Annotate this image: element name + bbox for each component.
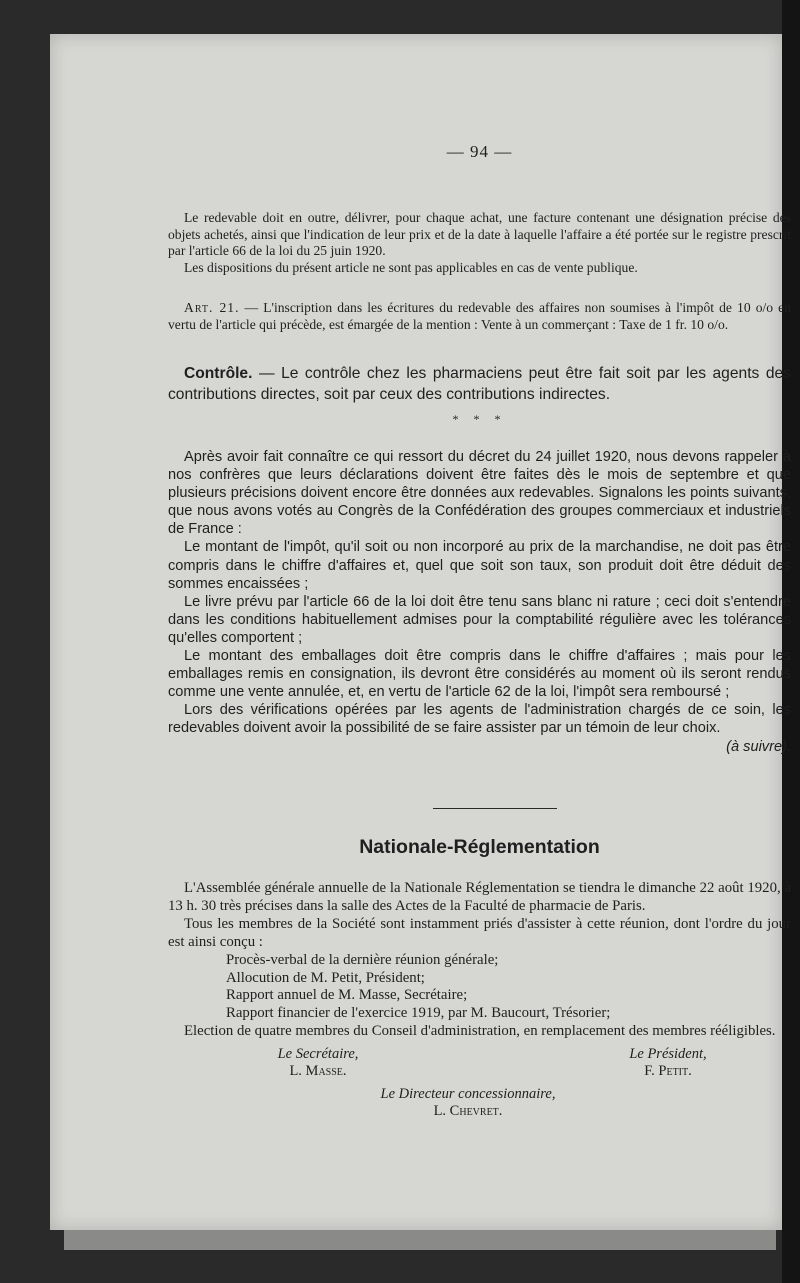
page-number: — 94 — (446, 142, 513, 161)
article-text: — L'inscription dans les écritures du redevable des affaires non soumises à l'impôt de 10 o/o en vertu de l'article qui précède, est émargée de la mention : Vente à un commerçant : Taxe de 1 fr. 10 o/o. (168, 300, 791, 332)
article-21-paragraph (168, 300, 791, 333)
body-paragraph-5 (168, 701, 791, 755)
continued-note: (à suivre). (726, 738, 791, 755)
president-name: F. Petit. (644, 1063, 692, 1079)
controle-heading: Contrôle. (184, 365, 253, 382)
body-paragraph-3: Le livre prévu par l'article 66 de la loi doit être tenu sans blanc ni rature ; ceci doit s'entendre dans les conditions habituellement admises pour la comptabilité régulière avec les tolérances qu'elles comportent ; (168, 593, 791, 646)
article-label: Art. 21. (184, 300, 240, 315)
body-paragraph-1: Après avoir fait connaître ce qui ressort du décret du 24 juillet 1920, nous devons rappeler à nos confrères que leurs déclarations doivent être faites dès le mois de septembre et que plusieurs précisions doivent encore être données aux redevables. Signalons les points suivants, que nous avons votés au Congrès de la Confédération des groupes commerciaux et industriels de France : (168, 449, 791, 538)
body-paragraph-2: Le montant de l'impôt, qu'il soit ou non incorporé au prix de la marchandise, ne doit pas être compris dans le chiffre d'affaires et, quel que soit son taux, son produit doit être déduit des sommes encaissées ; (168, 539, 791, 592)
announcement-block (168, 880, 791, 1041)
agenda-item: Rapport annuel de M. Masse, Secrétaire; (226, 987, 468, 1004)
announcement-intro: L'Assemblée générale annuelle de la Nationale Réglementation se tiendra le dimanche 22 août 1920, à 13 h. 30 très précises dans la salle des Actes de la Faculté de pharmacie de Paris. (168, 880, 791, 914)
secretary-role: Le Secrétaire, (277, 1046, 359, 1062)
signature-director (338, 1086, 598, 1120)
intro-paragraph-2: Les dispositions du présent article ne sont pas applicables en cas de vente publique. (184, 259, 638, 275)
section-divider (433, 808, 557, 809)
page-underlay (64, 1228, 776, 1250)
body-paragraph-5-text: Lors des vérifications opérées par les agents de l'administration chargés de ce soin, les redevables doivent avoir la possibilité de se faire assister par un témoin de leur choix. (168, 702, 791, 737)
intro-block (168, 210, 791, 276)
intro-paragraph-1: Le redevable doit en outre, délivrer, pour chaque achat, une facture contenant une désignation précise des objets achetés, ainsi que l'indication de leur prix et de la date à laquelle l'affaire a été portée sur le registre prescrit par l'article 66 de la loi du 25 juin 1920. (168, 210, 791, 259)
director-name: L. Chevret. (433, 1103, 503, 1119)
section-title: Nationale-Réglementation (359, 836, 600, 858)
announcement-election: Election de quatre membres du Conseil d'administration, en remplacement des membres rééligibles. (184, 1023, 776, 1040)
controle-block (168, 364, 791, 405)
director-role: Le Directeur concessionnaire, (380, 1086, 556, 1102)
signature-secretary (208, 1046, 428, 1080)
agenda-item: Allocution de M. Petit, Président; (226, 969, 425, 986)
controle-paragraph (168, 364, 791, 405)
secretary-name: L. Masse. (289, 1063, 347, 1079)
section-separator: * * * (452, 412, 507, 426)
controle-text: — Le contrôle chez les pharmaciens peut être fait soit par les agents des contributions directes, soit par ceux des contributions indirectes. (168, 365, 791, 403)
body-block (168, 448, 791, 756)
article-21-block (168, 300, 791, 333)
agenda-item: Rapport financier de l'exercice 1919, par M. Baucourt, Trésorier; (226, 1005, 611, 1022)
agenda-item: Procès-verbal de la dernière réunion générale; (226, 951, 499, 968)
signature-president (548, 1046, 788, 1080)
president-role: Le Président, (629, 1046, 707, 1062)
body-paragraph-4: Le montant des emballages doit être compris dans le chiffre d'affaires ; mais pour les emballages remis en consignation, ils devront être considérés au moment où ils seront rendus comme une vente annulée, et, en vertu de l'article 62 de la loi, l'impôt sera remboursé ; (168, 648, 791, 701)
document-page (50, 34, 791, 1230)
announcement-invite: Tous les membres de la Société sont instamment priés d'assister à cette réunion, dont l'ordre du jour est ainsi conçu : (168, 915, 791, 950)
